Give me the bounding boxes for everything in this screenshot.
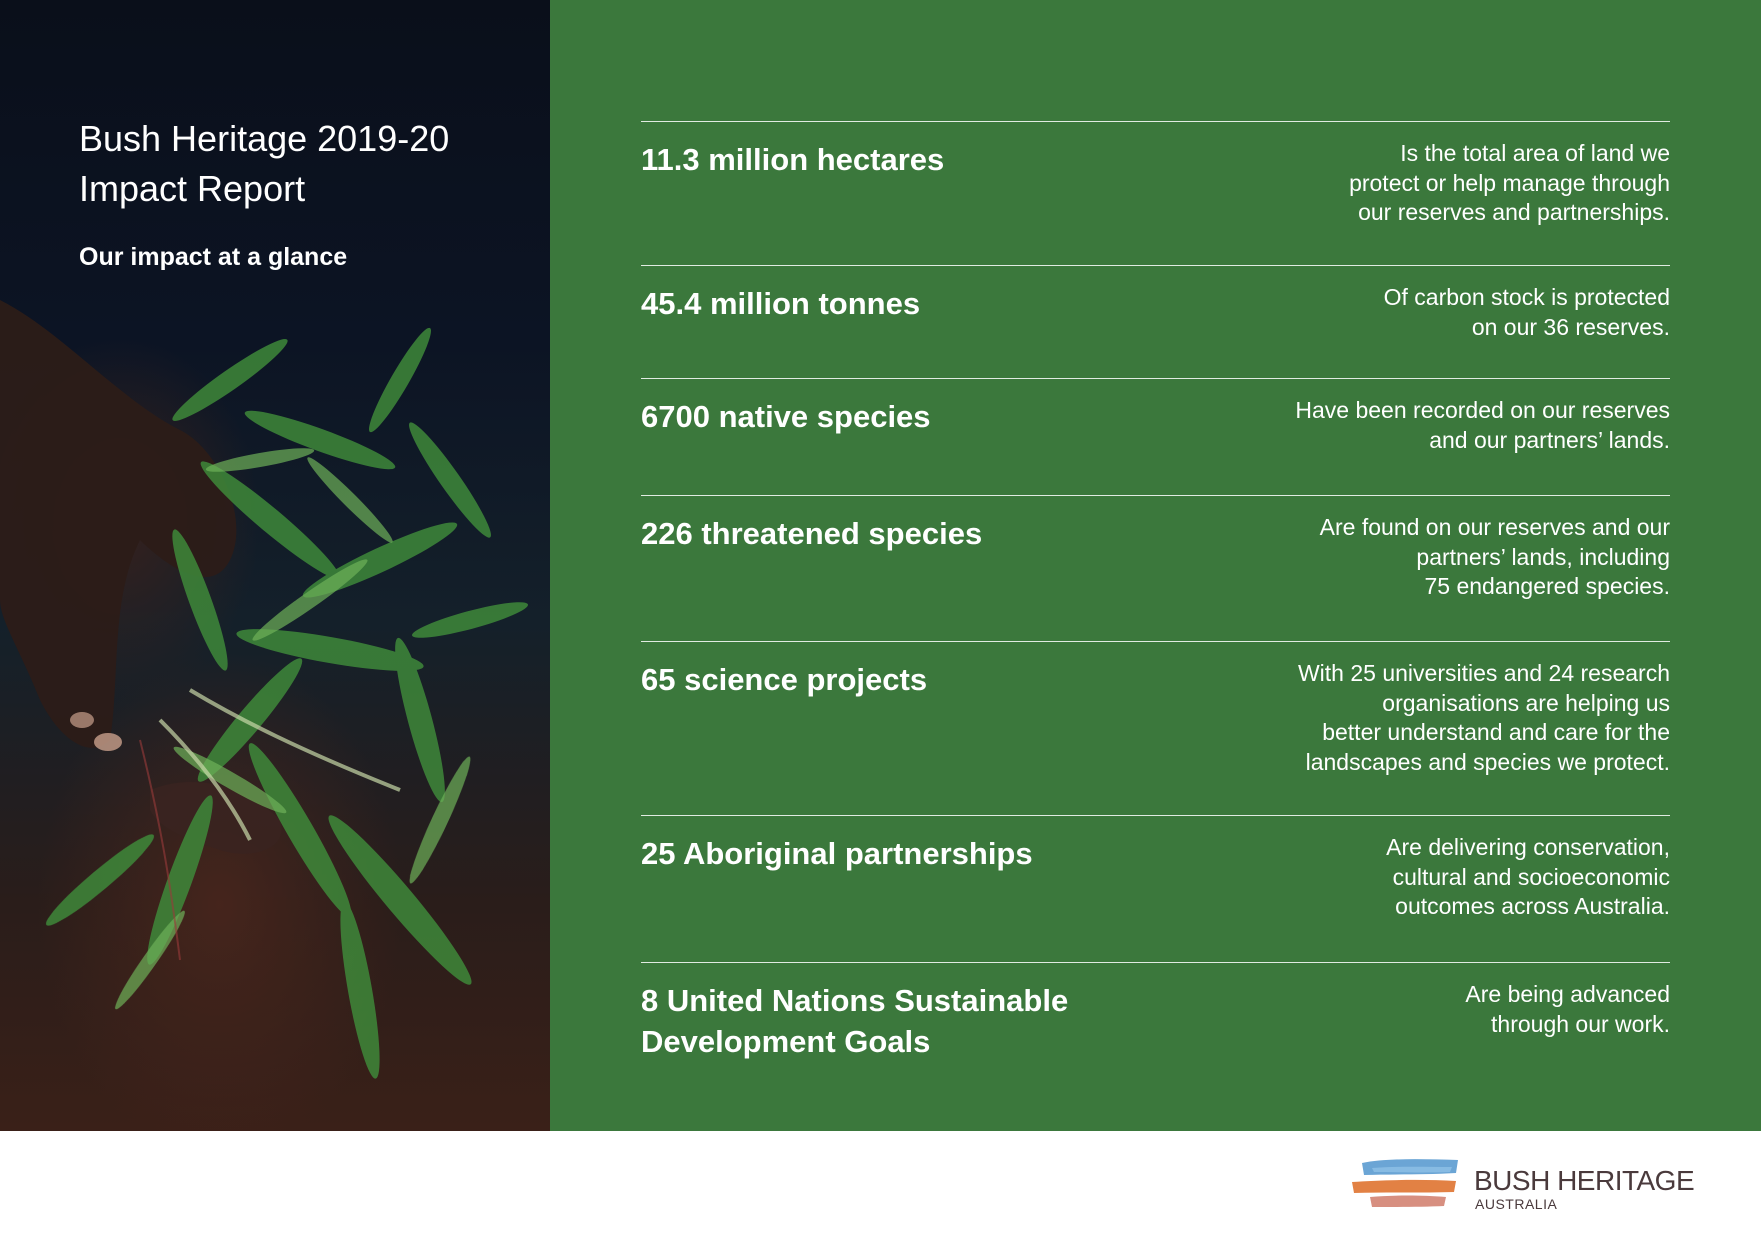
stat-row-threatened-species xyxy=(641,495,1670,641)
report-title xyxy=(79,114,519,214)
stat-description: Are delivering conservation, cultural and socioeconomic outcomes across Australia. xyxy=(1386,834,1670,919)
stat-headline: 11.3 million hectares xyxy=(641,142,945,177)
report-title-line2: Impact Report xyxy=(79,168,306,209)
stat-headline: 65 science projects xyxy=(641,662,928,697)
brushstroke-logo-icon xyxy=(1352,1155,1464,1215)
stat-description: With 25 universities and 24 research organisations are helping us better understand and care for the landscapes and species we protect. xyxy=(1297,660,1670,775)
stat-headline: 226 threatened species xyxy=(641,516,983,551)
stats-panel xyxy=(550,0,1761,1131)
stat-row-hectares xyxy=(641,121,1670,265)
stat-description: Are found on our reserves and our partners’ lands, including 75 endangered species. xyxy=(1319,514,1670,599)
stat-headline: 45.4 million tonnes xyxy=(641,286,921,321)
footer xyxy=(0,1131,1761,1245)
stat-description: Of carbon stock is protected on our 36 reserves. xyxy=(1383,284,1670,340)
logo-subtitle: AUSTRALIA xyxy=(1475,1196,1558,1212)
stat-row-carbon xyxy=(641,265,1670,378)
stat-description: Is the total area of land we protect or help manage through our reserves and partnerships. xyxy=(1349,140,1670,225)
stat-description: Are being advanced through our work. xyxy=(1465,981,1670,1037)
report-title-line1: Bush Heritage 2019-20 xyxy=(79,118,450,159)
bush-heritage-logo xyxy=(1352,1155,1712,1215)
stat-row-sdgs xyxy=(641,962,1670,1113)
stat-description: Have been recorded on our reserves and our partners’ lands. xyxy=(1295,397,1670,453)
report-subtitle: Our impact at a glance xyxy=(79,243,348,271)
stat-headline: 25 Aboriginal partnerships xyxy=(641,836,1033,871)
logo-name: BUSH HERITAGE xyxy=(1474,1165,1695,1196)
stat-row-native-species xyxy=(641,378,1670,495)
cover-photo xyxy=(0,0,550,1131)
stat-headline: 6700 native species xyxy=(641,399,931,434)
stat-row-science-projects xyxy=(641,641,1670,815)
stat-row-aboriginal-partnerships xyxy=(641,815,1670,962)
stat-headline: 8 United Nations Sustainable Development Goals xyxy=(641,983,1069,1059)
